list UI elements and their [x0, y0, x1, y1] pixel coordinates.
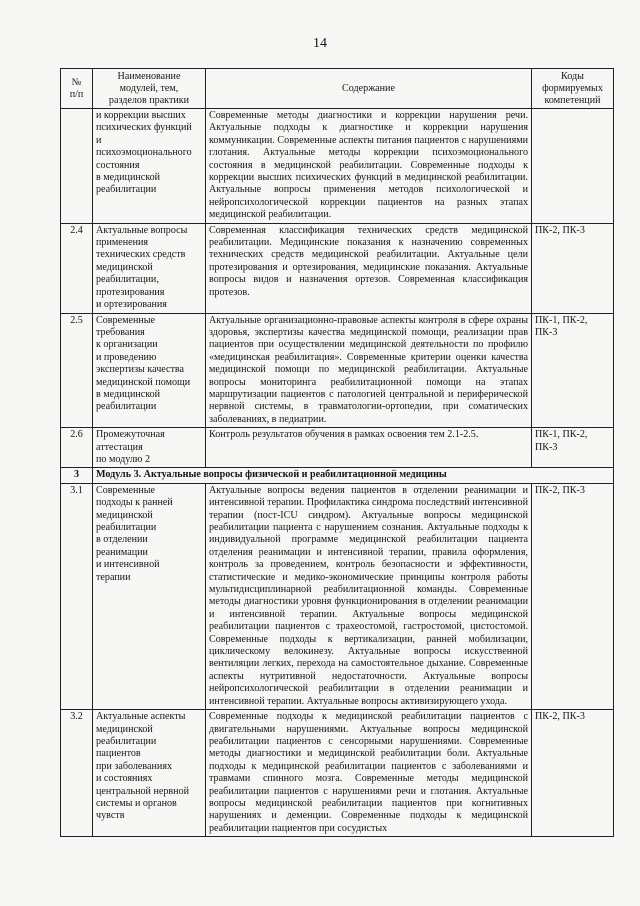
row-topic-name: Современные подходы к ранней медицинской реабилитации в отделении реанимации и интенсивной терапии [93, 483, 206, 709]
header-codes: Коды формируемых компетенций [532, 69, 614, 109]
module-row [61, 468, 614, 483]
row-competency-codes: ПК-1, ПК-2, ПК-3 [532, 428, 614, 468]
row-content: Контроль результатов обучения в рамках освоения тем 2.1-2.5. [206, 428, 532, 468]
page-number: 14 [313, 36, 327, 51]
table-row [61, 223, 614, 313]
table-row [61, 109, 614, 224]
row-content: Актуальные вопросы ведения пациентов в отделении реанимации и интенсивной терапии. Профилактика синдрома последствий интенсивной терапии (пост-ICU синдром). Актуальные вопросы медицинской реабилитации пациента с нарушением сознания. Актуальные подходы к индивидуальной программе медицинской реабилитации пациента отделения реанимации и интенсивной терапии, правила оформления, контроль за проведением, контроль безопасности и эффективности, статистические и медико-экономические принципы контроля работы мультидисциплинарной реабилитационной команды. Современные методы диагностики уровня функционирования в отделении реанимации и интенсивной терапии. Актуальные вопросы медицинской реабилитации пациентов с трахеостомой, гастростомой, цистостомой. Современные подходы к вертикализации, ранней мобилизации, циклическому велокинезу. Актуальные вопросы искусственной вентиляции легких, перехода на самостоятельное дыхание. Современные аспекты нутритивной недостаточности. Актуальные вопросы нейропсихологической реабилитации в отделении реанимации и интенсивной терапии. Актуальные вопросы активизирующего ухода. [206, 483, 532, 709]
table-header-row [61, 69, 614, 109]
table-row [61, 483, 614, 709]
row-content: Актуальные организационно-правовые аспекты контроля в сфере охраны здоровья, экспертизы качества медицинской помощи, реализации прав пациентов при осуществлении медицинской деятельности по профилю «медицинская реабилитация». Современные критерии оценки качества медицинской помощи по медицинской реабилитации. Актуальные вопросы мониторинга реабилитационной помощи на этапах маршрутизации пациентов с патологией центральной и периферической нервной системы, в травматологии-ортопедии, при соматических заболеваниях, в педиатрии. [206, 313, 532, 428]
row-competency-codes: ПК-2, ПК-3 [532, 483, 614, 709]
table-row [61, 313, 614, 428]
row-number: 3.2 [61, 710, 93, 837]
header-num: № п/п [61, 69, 93, 109]
table-body [61, 109, 614, 837]
row-number [61, 109, 93, 224]
header-content: Содержание [206, 69, 532, 109]
row-number: 3.1 [61, 483, 93, 709]
row-competency-codes: ПК-2, ПК-3 [532, 223, 614, 313]
row-content: Современные подходы к медицинской реабилитации пациентов с двигательными нарушениями. Актуальные вопросы медицинской реабилитации пациентов с сенсорными нарушениями. Современные методы диагностики и медицинской реабилитации боли. Актуальные подходы к медицинской реабилитации пациентов с заболеваниями и травмами спинного мозга. Современные методы медицинской реабилитации пациентов с нарушениями речи и глотания. Актуальные вопросы медицинской реабилитации пациентов при когнитивных нарушениях и деменции. Современные подходы к медицинской реабилитации пациентов при сосудистых [206, 710, 532, 837]
row-competency-codes [532, 109, 614, 224]
table-row [61, 710, 614, 837]
row-number: 2.5 [61, 313, 93, 428]
row-topic-name: Промежуточная аттестация по модулю 2 [93, 428, 206, 468]
row-topic-name: и коррекции высших психических функций и психоэмоционального состояния в медицинской реабилитации [93, 109, 206, 224]
header-name: Наименование модулей, тем, разделов практики [93, 69, 206, 109]
row-number: 2.6 [61, 428, 93, 468]
row-number: 2.4 [61, 223, 93, 313]
row-competency-codes: ПК-2, ПК-3 [532, 710, 614, 837]
row-content: Современные методы диагностики и коррекции нарушения речи. Актуальные подходы к диагностике и коррекции нарушения коммуникации. Современные аспекты питания пациентов с нарушениями глотания. Актуальные методы коррекции психоэмоционального состояния в медицинской реабилитации. Современные подходы к коррекции высших психических функций в медицинской реабилитации. Актуальные вопросы применения методов психологической и нейропсихологической коррекции пациентов на разных этапах медицинской реабилитации. [206, 109, 532, 224]
row-topic-name: Актуальные вопросы применения технических средств медицинской реабилитации, протезирования и ортезирования [93, 223, 206, 313]
module-number: 3 [61, 468, 93, 483]
table-row [61, 428, 614, 468]
row-topic-name: Актуальные аспекты медицинской реабилитации пациентов при заболеваниях и состояниях центральной нервной системы и органов чувств [93, 710, 206, 837]
curriculum-table [60, 68, 614, 837]
row-topic-name: Современные требования к организации и проведению экспертизы качества медицинской помощи в медицинской реабилитации [93, 313, 206, 428]
row-competency-codes: ПК-1, ПК-2, ПК-3 [532, 313, 614, 428]
module-title: Модуль 3. Актуальные вопросы физической и реабилитационной медицины [93, 468, 614, 483]
row-content: Современная классификация технических средств медицинской реабилитации. Медицинские показания к назначению современных технических средств медицинской реабилитации. Актуальные цели протезирования и ортезирования, медицинские показания. Актуальные вопросы видов и назначения ортезов. Современная классификация протезов. [206, 223, 532, 313]
